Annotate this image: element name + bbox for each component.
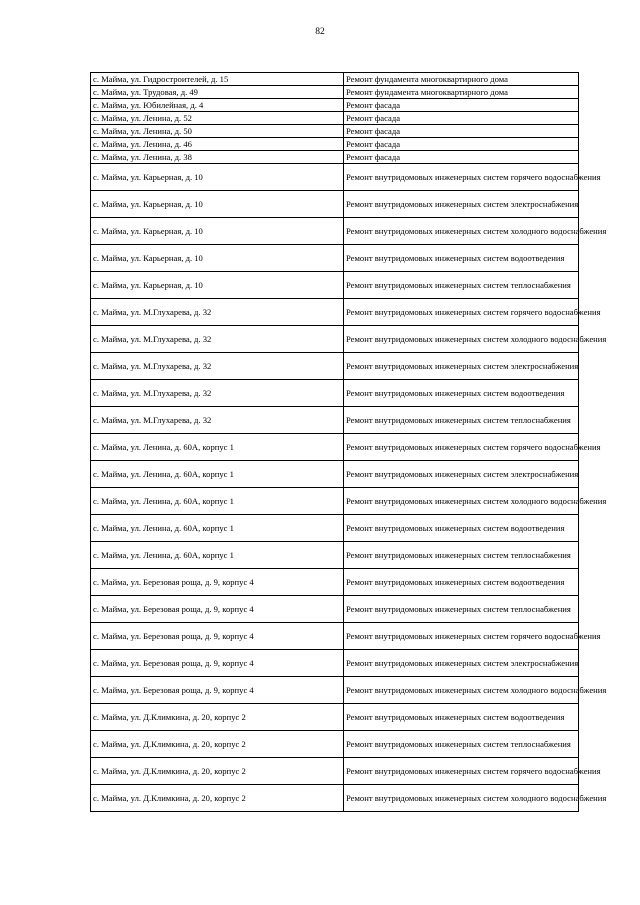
address-cell: с. Майма, ул. Ленина, д. 60А, корпус 1: [91, 434, 344, 461]
table-row: [91, 434, 579, 461]
table-row: [91, 151, 579, 164]
work-type-cell: Ремонт внутридомовых инженерных систем теплоснабжения: [344, 596, 579, 623]
address-cell: с. Майма, ул. Карьерная, д. 10: [91, 218, 344, 245]
address-cell: с. Майма, ул. Юбилейная, д. 4: [91, 99, 344, 112]
address-cell: с. Майма, ул. Березовая роща, д. 9, корпус 4: [91, 623, 344, 650]
table-row: [91, 758, 579, 785]
table-row: [91, 785, 579, 812]
table-row: [91, 99, 579, 112]
table-row: [91, 677, 579, 704]
work-type-cell: Ремонт внутридомовых инженерных систем водоотведения: [344, 245, 579, 272]
address-cell: с. Майма, ул. Д.Климкина, д. 20, корпус 2: [91, 704, 344, 731]
address-cell: с. Майма, ул. Ленина, д. 60А, корпус 1: [91, 542, 344, 569]
table-row: [91, 218, 579, 245]
address-cell: с. Майма, ул. Трудовая, д. 49: [91, 86, 344, 99]
table-row: [91, 704, 579, 731]
address-cell: с. Майма, ул. Березовая роща, д. 9, корпус 4: [91, 569, 344, 596]
table-row: [91, 461, 579, 488]
table-row: [91, 191, 579, 218]
work-type-cell: Ремонт внутридомовых инженерных систем горячего водоснабжения: [344, 758, 579, 785]
work-type-cell: Ремонт внутридомовых инженерных систем горячего водоснабжения: [344, 164, 579, 191]
address-cell: с. Майма, ул. Гидростроителей, д. 15: [91, 73, 344, 86]
work-type-cell: Ремонт внутридомовых инженерных систем электроснабжения: [344, 191, 579, 218]
table-row: [91, 731, 579, 758]
address-cell: с. Майма, ул. М.Глухарева, д. 32: [91, 407, 344, 434]
work-type-cell: Ремонт внутридомовых инженерных систем электроснабжения: [344, 650, 579, 677]
table-row: [91, 488, 579, 515]
address-cell: с. Майма, ул. Карьерная, д. 10: [91, 272, 344, 299]
work-type-cell: Ремонт фасада: [344, 99, 579, 112]
table-row: [91, 125, 579, 138]
table-body: [91, 73, 607, 812]
repair-works-table: [90, 72, 607, 812]
address-cell: с. Майма, ул. М.Глухарева, д. 32: [91, 353, 344, 380]
table-row: [91, 73, 579, 86]
address-cell: с. Майма, ул. М.Глухарева, д. 32: [91, 380, 344, 407]
address-cell: с. Майма, ул. Ленина, д. 46: [91, 138, 344, 151]
table-row: [91, 380, 579, 407]
address-cell: с. Майма, ул. Ленина, д. 60А, корпус 1: [91, 461, 344, 488]
address-cell: с. Майма, ул. Ленина, д. 50: [91, 125, 344, 138]
work-type-cell: Ремонт внутридомовых инженерных систем холодного водоснабжения: [344, 677, 579, 704]
table-row: [91, 112, 579, 125]
address-cell: с. Майма, ул. Д.Климкина, д. 20, корпус 2: [91, 785, 344, 812]
address-cell: с. Майма, ул. Ленина, д. 60А, корпус 1: [91, 488, 344, 515]
work-type-cell: Ремонт фасада: [344, 112, 579, 125]
work-type-cell: Ремонт фундамента многоквартирного дома: [344, 86, 579, 99]
work-type-cell: Ремонт внутридомовых инженерных систем холодного водоснабжения: [344, 785, 579, 812]
table-row: [91, 569, 579, 596]
work-type-cell: Ремонт фундамента многоквартирного дома: [344, 73, 579, 86]
table-row: [91, 623, 579, 650]
work-type-cell: Ремонт внутридомовых инженерных систем водоотведения: [344, 569, 579, 596]
work-type-cell: Ремонт внутридомовых инженерных систем водоотведения: [344, 704, 579, 731]
work-type-cell: Ремонт внутридомовых инженерных систем электроснабжения: [344, 353, 579, 380]
work-type-cell: Ремонт фасада: [344, 125, 579, 138]
work-type-cell: Ремонт внутридомовых инженерных систем теплоснабжения: [344, 407, 579, 434]
address-cell: с. Майма, ул. Березовая роща, д. 9, корпус 4: [91, 596, 344, 623]
table-row: [91, 138, 579, 151]
work-type-cell: Ремонт внутридомовых инженерных систем холодного водоснабжения: [344, 488, 579, 515]
work-type-cell: Ремонт фасада: [344, 151, 579, 164]
address-cell: с. Майма, ул. Ленина, д. 60А, корпус 1: [91, 515, 344, 542]
table-row: [91, 299, 579, 326]
address-cell: с. Майма, ул. Березовая роща, д. 9, корпус 4: [91, 677, 344, 704]
work-type-cell: Ремонт внутридомовых инженерных систем электроснабжения: [344, 461, 579, 488]
table-row: [91, 515, 579, 542]
table-row: [91, 326, 579, 353]
work-type-cell: Ремонт внутридомовых инженерных систем теплоснабжения: [344, 731, 579, 758]
table-row: [91, 596, 579, 623]
address-cell: с. Майма, ул. Карьерная, д. 10: [91, 164, 344, 191]
table-row: [91, 164, 579, 191]
work-type-cell: Ремонт внутридомовых инженерных систем водоотведения: [344, 515, 579, 542]
work-type-cell: Ремонт внутридомовых инженерных систем горячего водоснабжения: [344, 623, 579, 650]
address-cell: с. Майма, ул. Карьерная, д. 10: [91, 191, 344, 218]
table-row: [91, 353, 579, 380]
table-row: [91, 542, 579, 569]
address-cell: с. Майма, ул. Березовая роща, д. 9, корпус 4: [91, 650, 344, 677]
table-row: [91, 650, 579, 677]
work-type-cell: Ремонт внутридомовых инженерных систем холодного водоснабжения: [344, 218, 579, 245]
work-type-cell: Ремонт внутридомовых инженерных систем горячего водоснабжения: [344, 299, 579, 326]
address-cell: с. Майма, ул. М.Глухарева, д. 32: [91, 299, 344, 326]
table-row: [91, 272, 579, 299]
work-type-cell: Ремонт внутридомовых инженерных систем горячего водоснабжения: [344, 434, 579, 461]
address-cell: с. Майма, ул. Д.Климкина, д. 20, корпус 2: [91, 758, 344, 785]
address-cell: с. Майма, ул. М.Глухарева, д. 32: [91, 326, 344, 353]
page-number: 82: [315, 27, 325, 37]
table-row: [91, 407, 579, 434]
address-cell: с. Майма, ул. Ленина, д. 38: [91, 151, 344, 164]
table-row: [91, 86, 579, 99]
address-cell: с. Майма, ул. Ленина, д. 52: [91, 112, 344, 125]
address-cell: с. Майма, ул. Карьерная, д. 10: [91, 245, 344, 272]
work-type-cell: Ремонт фасада: [344, 138, 579, 151]
work-type-cell: Ремонт внутридомовых инженерных систем водоотведения: [344, 380, 579, 407]
work-type-cell: Ремонт внутридомовых инженерных систем холодного водоснабжения: [344, 326, 579, 353]
work-type-cell: Ремонт внутридомовых инженерных систем теплоснабжения: [344, 272, 579, 299]
work-type-cell: Ремонт внутридомовых инженерных систем теплоснабжения: [344, 542, 579, 569]
table-row: [91, 245, 579, 272]
address-cell: с. Майма, ул. Д.Климкина, д. 20, корпус 2: [91, 731, 344, 758]
